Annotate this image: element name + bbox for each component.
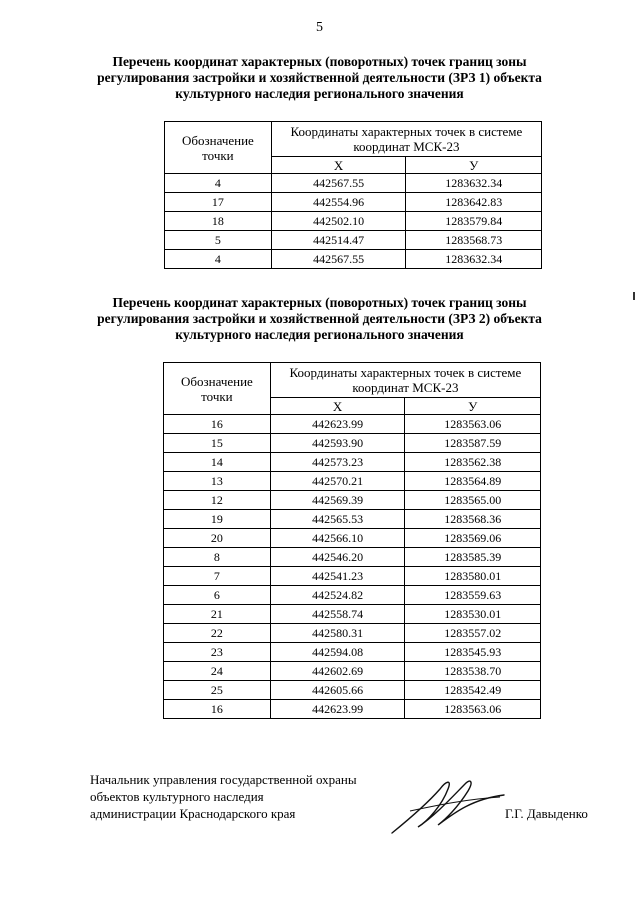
margin-mark	[633, 292, 635, 300]
x-coordinate-cell: 442605.66	[270, 681, 405, 700]
y-coordinate-cell: 1283569.06	[405, 529, 541, 548]
x-coordinate-cell: 442565.53	[270, 510, 405, 529]
table-row	[164, 529, 541, 548]
table-row	[164, 548, 541, 567]
x-coordinate-cell: 442570.21	[270, 472, 405, 491]
table-row	[164, 624, 541, 643]
y-coordinate-cell: 1283587.59	[405, 434, 541, 453]
zrz2-table-body	[164, 415, 541, 719]
point-cell: 19	[164, 510, 271, 529]
y-coordinate-cell: 1283562.38	[405, 453, 541, 472]
y-coordinate-cell: 1283563.06	[405, 700, 541, 719]
zrz1-table-body	[165, 174, 542, 269]
table-row	[164, 491, 541, 510]
table-row	[164, 662, 541, 681]
y-column-header: У	[405, 398, 541, 415]
coords-column-header: Координаты характерных точек в системе координат МСК-23	[271, 122, 541, 157]
coords-column-header: Координаты характерных точек в системе координат МСК-23	[270, 363, 540, 398]
point-cell: 24	[164, 662, 271, 681]
y-column-header: У	[406, 157, 542, 174]
signer-name: Г.Г. Давыденко	[505, 806, 588, 821]
signer-position-line: администрации Краснодарского края	[90, 806, 296, 821]
x-coordinate-cell: 442580.31	[270, 624, 405, 643]
point-cell: 8	[164, 548, 271, 567]
zrz1-coordinates-table	[164, 121, 542, 269]
table-row	[164, 510, 541, 529]
point-cell: 20	[164, 529, 271, 548]
table-row	[165, 174, 542, 193]
x-coordinate-cell: 442524.82	[270, 586, 405, 605]
point-cell: 13	[164, 472, 271, 491]
point-cell: 23	[164, 643, 271, 662]
point-cell: 15	[164, 434, 271, 453]
y-coordinate-cell: 1283632.34	[406, 174, 542, 193]
section2-heading-line: культурного наследия регионального значения	[175, 327, 464, 342]
y-coordinate-cell: 1283568.73	[406, 231, 542, 250]
table-row	[164, 700, 541, 719]
y-coordinate-cell: 1283579.84	[406, 212, 542, 231]
point-cell: 4	[165, 250, 272, 269]
section2-heading	[0, 295, 639, 343]
y-coordinate-cell: 1283538.70	[405, 662, 541, 681]
table-row	[164, 605, 541, 624]
x-coordinate-cell: 442569.39	[270, 491, 405, 510]
table-row	[164, 643, 541, 662]
x-coordinate-cell: 442514.47	[271, 231, 406, 250]
x-coordinate-cell: 442546.20	[270, 548, 405, 567]
table-row	[164, 415, 541, 434]
point-cell: 25	[164, 681, 271, 700]
x-coordinate-cell: 442594.08	[270, 643, 405, 662]
page-number: 5	[316, 20, 323, 35]
table-row	[164, 681, 541, 700]
table-row	[165, 193, 542, 212]
x-coordinate-cell: 442602.69	[270, 662, 405, 681]
point-cell: 14	[164, 453, 271, 472]
point-cell: 18	[165, 212, 272, 231]
y-coordinate-cell: 1283632.34	[406, 250, 542, 269]
y-coordinate-cell: 1283563.06	[405, 415, 541, 434]
y-coordinate-cell: 1283542.49	[405, 681, 541, 700]
point-cell: 22	[164, 624, 271, 643]
x-column-header: X	[271, 157, 406, 174]
y-coordinate-cell: 1283557.02	[405, 624, 541, 643]
y-coordinate-cell: 1283545.93	[405, 643, 541, 662]
table-row	[164, 586, 541, 605]
point-cell: 6	[164, 586, 271, 605]
y-coordinate-cell: 1283565.00	[405, 491, 541, 510]
section1-heading-line: культурного наследия регионального значения	[175, 86, 464, 101]
x-coordinate-cell: 442502.10	[271, 212, 406, 231]
y-coordinate-cell: 1283642.83	[406, 193, 542, 212]
table-row	[164, 472, 541, 491]
point-cell: 16	[164, 415, 271, 434]
x-coordinate-cell: 442593.90	[270, 434, 405, 453]
x-coordinate-cell: 442541.23	[270, 567, 405, 586]
table-row	[165, 231, 542, 250]
x-coordinate-cell: 442558.74	[270, 605, 405, 624]
point-cell: 12	[164, 491, 271, 510]
table-row	[164, 453, 541, 472]
point-cell: 17	[165, 193, 272, 212]
y-coordinate-cell: 1283580.01	[405, 567, 541, 586]
table-row	[165, 250, 542, 269]
point-cell: 21	[164, 605, 271, 624]
y-coordinate-cell: 1283568.36	[405, 510, 541, 529]
y-coordinate-cell: 1283585.39	[405, 548, 541, 567]
section2-heading-line: Перечень координат характерных (поворотных) точек границ зоны	[112, 295, 527, 310]
table-row	[164, 434, 541, 453]
point-column-header: Обозначение точки	[164, 363, 271, 415]
table-row	[165, 212, 542, 231]
y-coordinate-cell: 1283564.89	[405, 472, 541, 491]
point-cell: 7	[164, 567, 271, 586]
section1-heading-line: Перечень координат характерных (поворотных) точек границ зоны	[112, 54, 527, 69]
signer-position-line: Начальник управления государственной охраны	[90, 772, 357, 787]
x-coordinate-cell: 442554.96	[271, 193, 406, 212]
x-coordinate-cell: 442623.99	[270, 700, 405, 719]
point-cell: 16	[164, 700, 271, 719]
signer-position	[90, 771, 357, 822]
x-coordinate-cell: 442567.55	[271, 174, 406, 193]
x-coordinate-cell: 442567.55	[271, 250, 406, 269]
x-coordinate-cell: 442566.10	[270, 529, 405, 548]
section1-heading	[0, 54, 639, 102]
section2-heading-line: регулирования застройки и хозяйственной деятельности (ЗРЗ 2) объекта	[97, 311, 542, 326]
handwritten-signature	[388, 775, 508, 837]
section1-heading-line: регулирования застройки и хозяйственной деятельности (ЗРЗ 1) объекта	[97, 70, 542, 85]
signer-position-line: объектов культурного наследия	[90, 789, 264, 804]
y-coordinate-cell: 1283559.63	[405, 586, 541, 605]
x-column-header: X	[270, 398, 405, 415]
x-coordinate-cell: 442573.23	[270, 453, 405, 472]
x-coordinate-cell: 442623.99	[270, 415, 405, 434]
zrz2-coordinates-table	[163, 362, 541, 719]
point-cell: 5	[165, 231, 272, 250]
point-column-header: Обозначение точки	[165, 122, 272, 174]
table-row	[164, 567, 541, 586]
point-cell: 4	[165, 174, 272, 193]
y-coordinate-cell: 1283530.01	[405, 605, 541, 624]
